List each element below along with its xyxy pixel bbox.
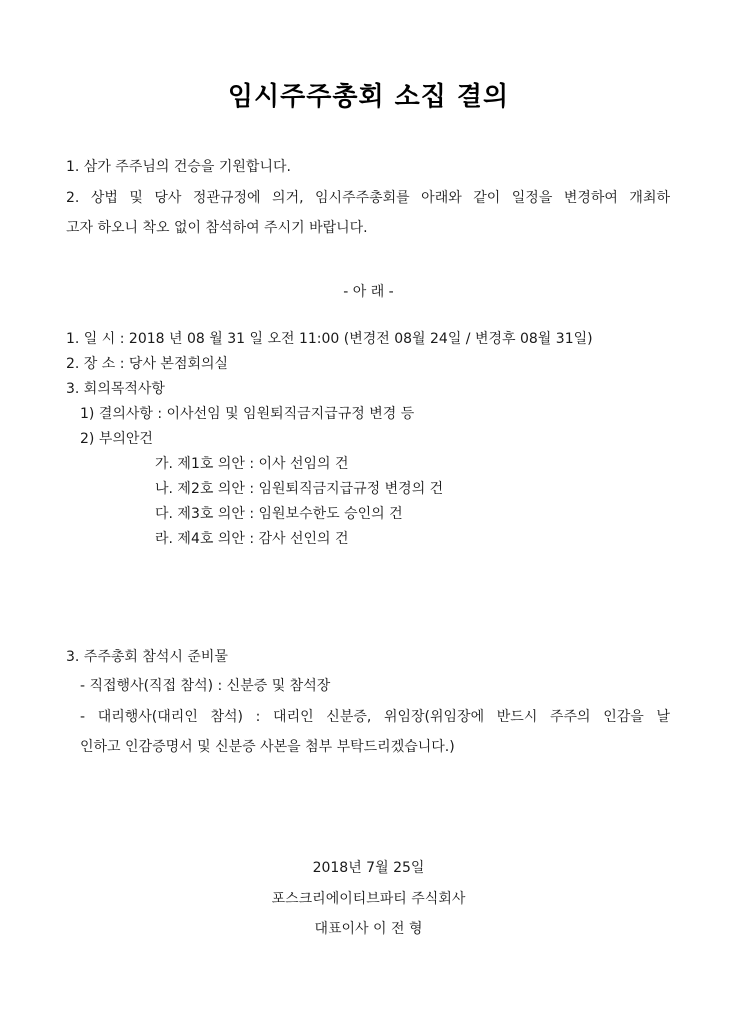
footer-company: 포스크리에이티브파티 주식회사: [271, 891, 466, 907]
notice-line-1: 2. 상법 및 당사 정관규정에 의거, 임시주주총회를 아래와 같이 일정을 변경하여 개최하: [66, 190, 670, 206]
preparation-direct: - 직접행사(직접 참석) : 신분증 및 참석장: [80, 678, 331, 694]
notice-line-2: 고자 하오니 착오 없이 참석하여 주시기 바랍니다.: [66, 220, 368, 236]
detail-place: 2. 장 소 : 당사 본점회의실: [66, 356, 229, 372]
agenda-item: 라. 제4호 의안 : 감사 선인의 건: [155, 531, 349, 547]
document-title: 임시주주총회 소집 결의: [227, 82, 510, 112]
agenda-item: 가. 제1호 의안 : 이사 선임의 건: [155, 456, 349, 472]
greeting-line: 1. 삼가 주주님의 건승을 기원합니다.: [66, 159, 291, 175]
footer-date: 2018년 7월 25일: [312, 860, 425, 876]
agenda-item: 나. 제2호 의안 : 임원퇴직금지급규정 변경의 건: [155, 481, 444, 497]
preparation-proxy-line-2: 인하고 인감증명서 및 신분증 사본을 첨부 부탁드리겠습니다.): [80, 739, 455, 755]
detail-datetime: 1. 일 시 : 2018 년 08 월 31 일 오전 11:00 (변경전 08월 24일 / 변경후 08월 31일): [66, 331, 593, 347]
preparation-heading: 3. 주주총회 참석시 준비물: [66, 649, 228, 665]
detail-resolution-items: 1) 결의사항 : 이사선임 및 임원퇴직금지급규정 변경 등: [80, 406, 415, 422]
below-marker: - 아 래 -: [343, 284, 394, 300]
detail-agenda-heading: 2) 부의안건: [80, 431, 153, 447]
footer-representative: 대표이사 이 전 형: [314, 921, 423, 937]
preparation-proxy-line-1: - 대리행사(대리인 참석) : 대리인 신분증, 위임장(위임장에 반드시 주주의 인감을 날: [80, 709, 670, 725]
agenda-item: 다. 제3호 의안 : 임원보수한도 승인의 건: [155, 506, 403, 522]
detail-purpose-heading: 3. 회의목적사항: [66, 381, 165, 397]
